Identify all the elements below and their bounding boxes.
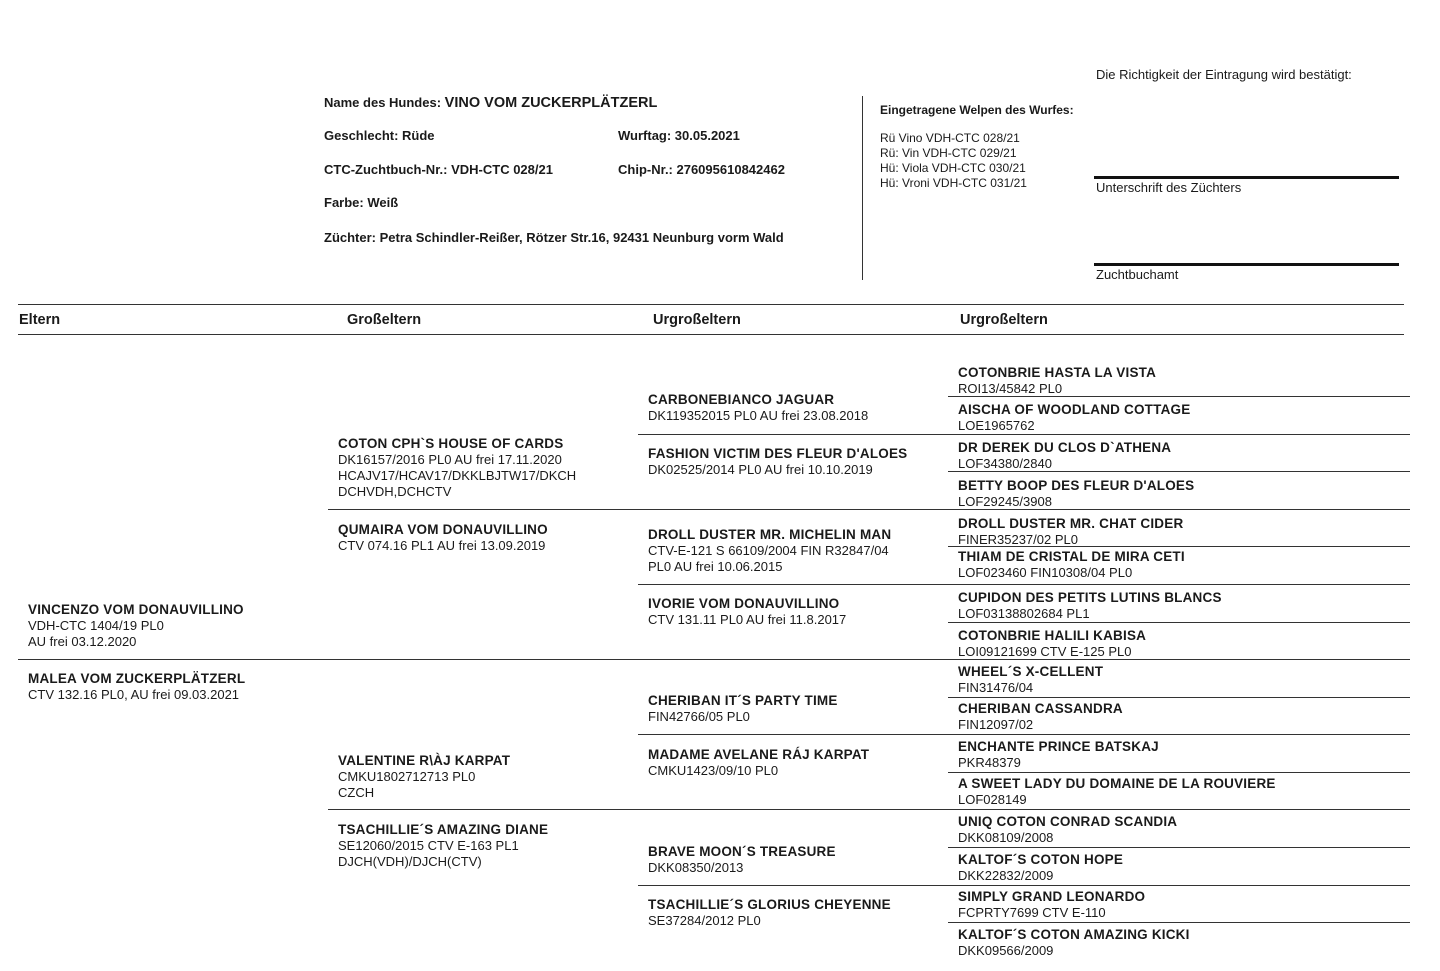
great-great-grandparent: CUPIDON DES PETITS LUTINS BLANCS LOF03138802684 PL1 bbox=[958, 590, 1222, 621]
great-great-grandparent: KALTOF´S COTON HOPE DKK22832/2009 bbox=[958, 852, 1124, 883]
dog-name: THIAM DE CRISTAL DE MIRA CETI bbox=[958, 549, 1185, 564]
grandparent: COTON CPH`S HOUSE OF CARDS DK16157/2016 PL0 AU frei 17.11.2020 HCAJV17/HCAV17/DKKLBJTW17/DKCH DCHVDH,DCHCTV bbox=[338, 436, 577, 499]
header-divider bbox=[862, 96, 863, 280]
great-grandparent: DROLL DUSTER MR. MICHELIN MAN CTV-E-121 S 66109/2004 FIN R32847/04 PL0 AU frei 10.06.2015 bbox=[648, 527, 892, 574]
great-grandparents-divider bbox=[638, 734, 950, 735]
table-header-rule bbox=[18, 334, 1404, 335]
column-header-grandparents: Großeltern bbox=[347, 312, 422, 328]
great-grandparents-divider bbox=[638, 584, 950, 585]
great-grandparent: CARBONEBIANCO JAGUAR DK119352015 PL0 AU frei 23.08.2018 bbox=[648, 392, 869, 423]
great-grandparent: CHERIBAN IT´S PARTY TIME FIN42766/05 PL0 bbox=[648, 693, 838, 724]
litter-puppy: Hü: Vroni VDH-CTC 031/21 bbox=[880, 176, 1027, 190]
dog-name: DR DEREK DU CLOS D`ATHENA bbox=[958, 440, 1172, 455]
litter-puppy: Rü: Vin VDH-CTC 029/21 bbox=[880, 146, 1017, 160]
birth-date-field: Wurftag: 30.05.2021 bbox=[618, 128, 740, 143]
dog-name: FASHION VICTIM DES FLEUR D'ALOES bbox=[648, 446, 908, 461]
column-header-great-great-grandparents: Urgroßeltern bbox=[960, 312, 1048, 328]
chip-number-field: Chip-Nr.: 276095610842462 bbox=[618, 162, 785, 177]
great-great-grandparent: ENCHANTE PRINCE BATSKAJ PKR48379 bbox=[958, 739, 1159, 770]
dog-name: CUPIDON DES PETITS LUTINS BLANCS bbox=[958, 590, 1222, 605]
studbook-office-label: Zuchtbuchamt bbox=[1096, 267, 1179, 282]
dog-name-label: Name des Hundes: bbox=[324, 95, 442, 110]
great-great-grandparent: THIAM DE CRISTAL DE MIRA CETI LOF023460 FIN10308/04 PL0 bbox=[958, 549, 1185, 580]
great-grandparents-divider bbox=[638, 434, 950, 435]
table-top-rule bbox=[18, 304, 1404, 305]
great-great-grandparent: SIMPLY GRAND LEONARDO FCPRTY7699 CTV E-110 bbox=[958, 889, 1146, 920]
dog-name: BRAVE MOON´S TREASURE bbox=[648, 844, 836, 859]
dog-name: QUMAIRA VOM DONAUVILLINO bbox=[338, 522, 548, 537]
great-great-grandparent: DR DEREK DU CLOS D`ATHENA LOF34380/2840 bbox=[958, 440, 1172, 471]
dog-name: SIMPLY GRAND LEONARDO bbox=[958, 889, 1146, 904]
great-great-grandparent: AISCHA OF WOODLAND COTTAGE LOE1965762 bbox=[958, 402, 1191, 433]
great-grandparent: TSACHILLIE´S GLORIUS CHEYENNE SE37284/2012 PL0 bbox=[648, 897, 891, 928]
studbook-number-field: CTC-Zuchtbuch-Nr.: VDH-CTC 028/21 bbox=[324, 162, 553, 177]
dog-name: DROLL DUSTER MR. CHAT CIDER bbox=[958, 516, 1184, 531]
dog-name: DROLL DUSTER MR. MICHELIN MAN bbox=[648, 527, 892, 542]
great-great-grandparent: CHERIBAN CASSANDRA FIN12097/02 bbox=[958, 701, 1123, 732]
color-field: Farbe: Weiß bbox=[324, 195, 399, 210]
dog-name-value: VINO VOM ZUCKERPLÄTZERL bbox=[444, 95, 658, 111]
parents-divider bbox=[18, 659, 330, 660]
dog-name: AISCHA OF WOODLAND COTTAGE bbox=[958, 402, 1191, 417]
dog-name: IVORIE VOM DONAUVILLINO bbox=[648, 596, 840, 611]
confirmation-text: Die Richtigkeit der Eintragung wird bestätigt: bbox=[1096, 67, 1352, 82]
ggg-divider bbox=[948, 584, 1410, 585]
litter-puppy: Hü: Viola VDH-CTC 030/21 bbox=[880, 161, 1026, 175]
sex-field: Geschlecht: Rüde bbox=[324, 128, 435, 143]
dog-name: TSACHILLIE´S AMAZING DIANE bbox=[338, 822, 549, 837]
breeder-signature-label: Unterschrift des Züchters bbox=[1096, 180, 1242, 195]
dog-name: KALTOF´S COTON AMAZING KICKI bbox=[958, 927, 1190, 942]
great-great-grandparent: UNIQ COTON CONRAD SCANDIA DKK08109/2008 bbox=[958, 814, 1178, 845]
dog-name: VALENTINE R\ÀJ KARPAT bbox=[338, 753, 511, 768]
parent-sire: VINCENZO VOM DONAUVILLINO VDH-CTC 1404/19 PL0 AU frei 03.12.2020 bbox=[28, 602, 244, 649]
dog-name: CHERIBAN CASSANDRA bbox=[958, 701, 1123, 716]
great-grandparents-divider bbox=[638, 659, 950, 660]
grandparent: QUMAIRA VOM DONAUVILLINO CTV 074.16 PL1 AU frei 13.09.2019 bbox=[338, 522, 548, 553]
dog-name: BETTY BOOP DES FLEUR D'ALOES bbox=[958, 478, 1195, 493]
dog-name: A SWEET LADY DU DOMAINE DE LA ROUVIERE bbox=[958, 776, 1276, 791]
grandparent: VALENTINE R\ÀJ KARPAT CMKU1802712713 PL0 CZCH bbox=[338, 753, 511, 800]
great-grandparents-divider bbox=[638, 885, 950, 886]
ggg-divider bbox=[948, 434, 1410, 435]
grandparents-divider bbox=[328, 809, 640, 810]
ggg-divider bbox=[948, 772, 1410, 773]
great-grandparent: MADAME AVELANE RÁJ KARPAT CMKU1423/09/10 PL0 bbox=[648, 747, 870, 778]
great-grandparents-divider bbox=[638, 509, 950, 510]
litter-puppy: Rü Vino VDH-CTC 028/21 bbox=[880, 131, 1020, 145]
great-great-grandparent: DROLL DUSTER MR. CHAT CIDER FINER35237/02 PL0 bbox=[958, 516, 1184, 547]
column-header-parents: Eltern bbox=[19, 312, 61, 328]
ggg-divider bbox=[948, 809, 1410, 810]
ggg-divider bbox=[948, 922, 1410, 923]
parent-dam: MALEA VOM ZUCKERPLÄTZERL CTV 132.16 PL0, AU frei 09.03.2021 bbox=[28, 671, 246, 702]
breeder-signature-line bbox=[1094, 176, 1399, 179]
ggg-divider bbox=[948, 847, 1410, 848]
great-great-grandparent: BETTY BOOP DES FLEUR D'ALOES LOF29245/3908 bbox=[958, 478, 1195, 509]
dog-name: CARBONEBIANCO JAGUAR bbox=[648, 392, 835, 407]
great-grandparent: FASHION VICTIM DES FLEUR D'ALOES DK02525/2014 PL0 AU frei 10.10.2019 bbox=[648, 446, 908, 477]
ggg-divider bbox=[948, 697, 1410, 698]
litter-title: Eingetragene Welpen des Wurfes: bbox=[880, 103, 1074, 117]
dog-name: KALTOF´S COTON HOPE bbox=[958, 852, 1124, 867]
great-great-grandparent: A SWEET LADY DU DOMAINE DE LA ROUVIERE LOF028149 bbox=[958, 776, 1276, 807]
dog-name: CHERIBAN IT´S PARTY TIME bbox=[648, 693, 838, 708]
ggg-divider bbox=[948, 734, 1410, 735]
dog-name: COTONBRIE HALILI KABISA bbox=[958, 628, 1147, 643]
dog-name: UNIQ COTON CONRAD SCANDIA bbox=[958, 814, 1178, 829]
great-great-grandparent: WHEEL´S X-CELLENT FIN31476/04 bbox=[958, 664, 1104, 695]
ggg-divider bbox=[948, 622, 1410, 623]
dog-name: MADAME AVELANE RÁJ KARPAT bbox=[648, 747, 870, 762]
grandparents-divider bbox=[328, 509, 640, 510]
office-signature-line bbox=[1094, 263, 1399, 266]
dog-name-row bbox=[324, 95, 657, 111]
breeder-field: Züchter: Petra Schindler-Reißer, Rötzer Str.16, 92431 Neunburg vorm Wald bbox=[324, 230, 784, 245]
great-great-grandparent: COTONBRIE HALILI KABISA LOI09121699 CTV E-125 PL0 bbox=[958, 628, 1147, 659]
dog-name: MALEA VOM ZUCKERPLÄTZERL bbox=[28, 671, 246, 686]
dog-name: TSACHILLIE´S GLORIUS CHEYENNE bbox=[648, 897, 891, 912]
dog-name: WHEEL´S X-CELLENT bbox=[958, 664, 1104, 679]
great-grandparent: IVORIE VOM DONAUVILLINO CTV 131.11 PL0 AU frei 11.8.2017 bbox=[648, 596, 847, 627]
great-great-grandparent: COTONBRIE HASTA LA VISTA ROI13/45842 PL0 bbox=[958, 365, 1157, 396]
great-grandparent: BRAVE MOON´S TREASURE DKK08350/2013 bbox=[648, 844, 836, 875]
litter-list bbox=[880, 131, 1027, 191]
grandparents-half-divider bbox=[328, 659, 640, 660]
ggg-divider bbox=[948, 885, 1410, 886]
great-grandparents-divider bbox=[638, 809, 950, 810]
grandparent: TSACHILLIE´S AMAZING DIANE SE12060/2015 CTV E-163 PL1 DJCH(VDH)/DJCH(CTV) bbox=[338, 822, 549, 869]
column-header-great-grandparents: Urgroßeltern bbox=[653, 312, 741, 328]
great-great-grandparent: KALTOF´S COTON AMAZING KICKI DKK09566/2009 bbox=[958, 927, 1190, 958]
dog-name: COTONBRIE HASTA LA VISTA bbox=[958, 365, 1157, 380]
dog-name: ENCHANTE PRINCE BATSKAJ bbox=[958, 739, 1159, 754]
dog-name: VINCENZO VOM DONAUVILLINO bbox=[28, 602, 244, 617]
dog-name: COTON CPH`S HOUSE OF CARDS bbox=[338, 436, 564, 451]
